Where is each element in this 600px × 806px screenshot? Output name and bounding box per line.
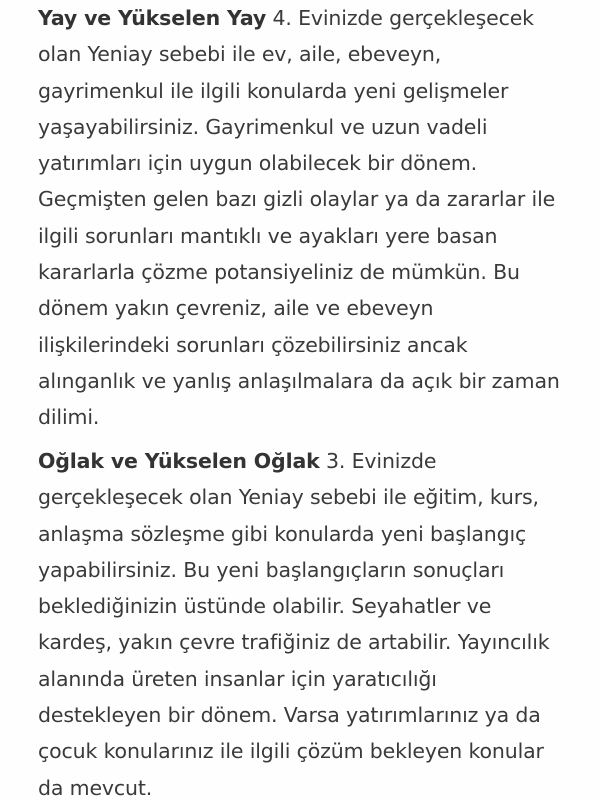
paragraph-line: olan Yeniay sebebi ile ev, aile, ebeveyn, bbox=[38, 42, 442, 67]
paragraph-line: kararlarla çözme potansiyeliniz de mümkün. Bu bbox=[38, 260, 520, 285]
paragraph-line: beklediğinizin üstünde olabilir. Seyahatler ve bbox=[38, 594, 492, 619]
paragraph-line bbox=[38, 0, 578, 36]
paragraph-line: dönem yakın çevreniz, aile ve ebeveyn bbox=[38, 296, 434, 321]
paragraph-text: 3. Evinizde bbox=[319, 449, 437, 473]
paragraph-line: kardeş, yakın çevre trafiğiniz de artabilir. Yayıncılık bbox=[38, 630, 550, 655]
paragraph-line bbox=[38, 443, 578, 479]
paragraph-line: da mevcut. bbox=[38, 775, 153, 800]
paragraph-line: anlaşma sözleşme gibi konularda yeni başlangıç bbox=[38, 521, 527, 546]
horoscope-paragraph-sagittarius bbox=[38, 0, 578, 436]
paragraph-line: ilgili sorunları mantıklı ve ayakları yere basan bbox=[38, 223, 498, 248]
paragraph-line: ilişkilerindeki sorunları çözebilirsiniz ancak bbox=[38, 332, 468, 357]
paragraph-line: alınganlık ve yanlış anlaşılmalara da açık bir zaman bbox=[38, 368, 560, 393]
paragraph-line: yapabilirsiniz. Bu yeni başlangıçların sonuçları bbox=[38, 557, 505, 582]
horoscope-paragraph-capricorn bbox=[38, 443, 578, 806]
paragraph-text: 4. Evinizde gerçekleşecek bbox=[266, 6, 534, 30]
paragraph-line: yatırımları için uygun olabilecek bir dönem. bbox=[38, 151, 478, 176]
paragraph-line: destekleyen bir dönem. Varsa yatırımlarınız ya da bbox=[38, 703, 541, 728]
paragraph-line: gerçekleşecek olan Yeniay sebebi ile eğitim, kurs, bbox=[38, 485, 539, 510]
paragraph-line: gayrimenkul ile ilgili konularda yeni gelişmeler bbox=[38, 78, 509, 103]
paragraph-line: yaşayabilirsiniz. Gayrimenkul ve uzun vadeli bbox=[38, 114, 488, 139]
paragraph-line: çocuk konularınız ile ilgili çözüm bekleyen konular bbox=[38, 739, 544, 764]
sign-heading: Oğlak ve Yükselen Oğlak bbox=[38, 449, 320, 473]
sign-heading: Yay ve Yükselen Yay bbox=[38, 6, 267, 30]
paragraph-line: dilimi. bbox=[38, 405, 100, 430]
paragraph-line: alanında üreten insanlar için yaratıcılığı bbox=[38, 666, 437, 691]
paragraph-line: Geçmişten gelen bazı gizli olaylar ya da zararlar ile bbox=[38, 187, 556, 212]
